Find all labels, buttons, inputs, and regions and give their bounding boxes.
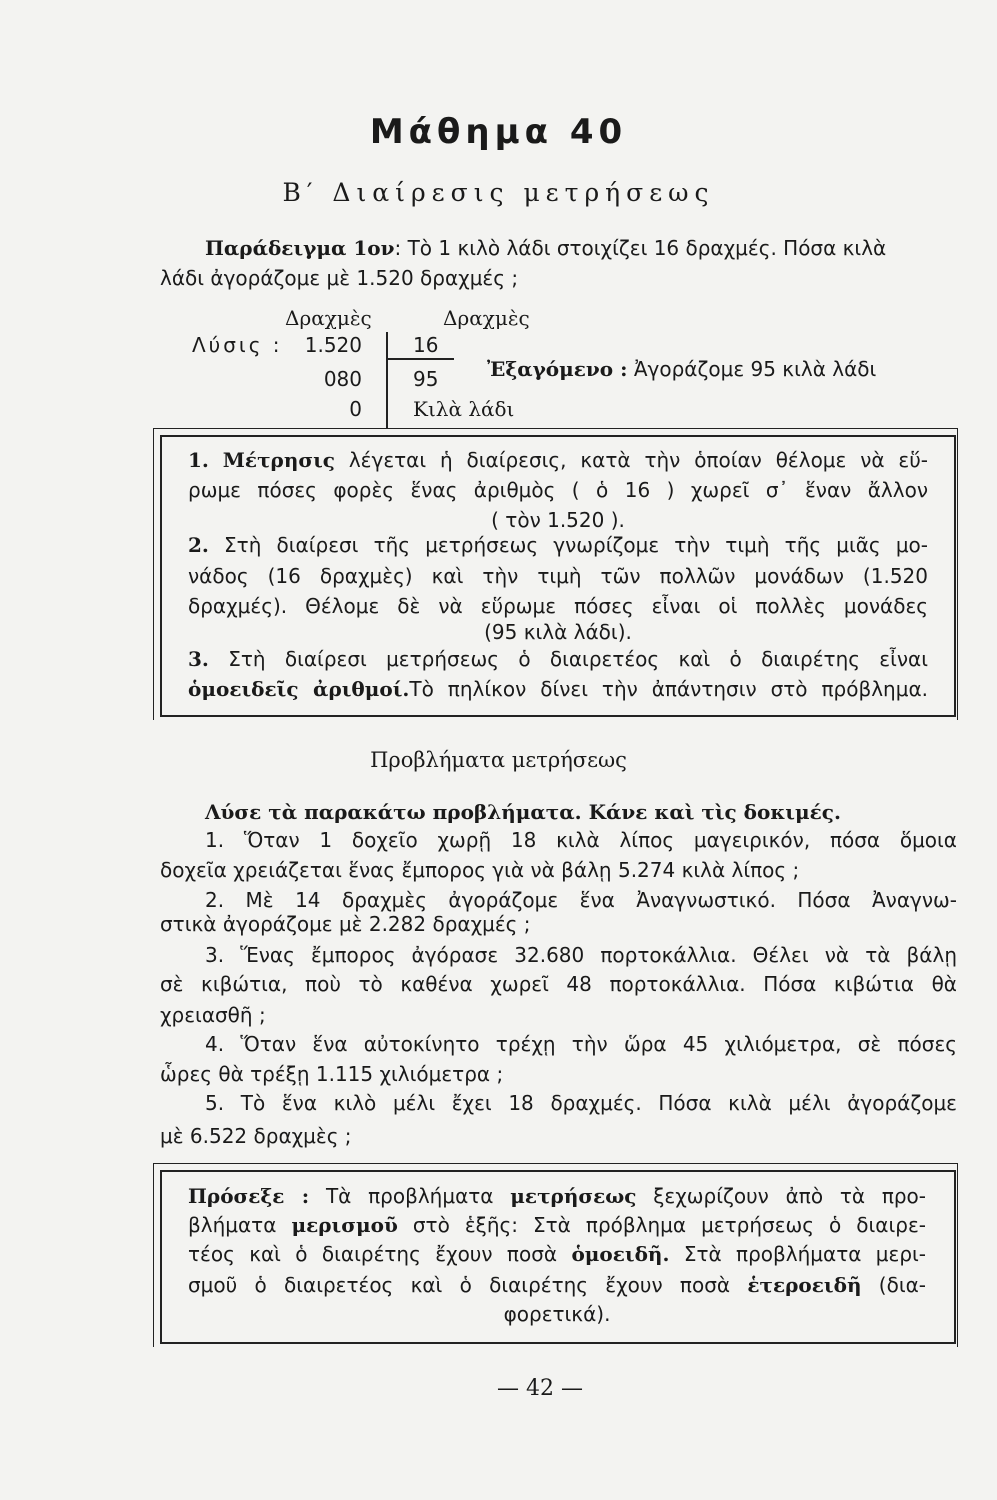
note-line-2 (188, 1213, 926, 1238)
note-line-1 (188, 1184, 926, 1209)
note-text-2: ξεχωρίζουν ἀπὸ τὰ προ- (653, 1184, 927, 1208)
rule-2-line-1 (188, 533, 928, 558)
note-text-1: Τὰ προβλήματα (325, 1184, 494, 1208)
note-text-4: στὸ ἑξῆς: Στὰ πρόβλημα μετρήσεως ὁ διαιρε- (412, 1213, 926, 1237)
rules-box-outer-left (153, 428, 154, 720)
example-line-1 (205, 236, 965, 261)
note-box-outer-top (153, 1163, 957, 1164)
problem-3-line-1: 3. Ἕνας ἔμπορος ἀγόρασε 32.680 πορτοκάλλια. Θέλει νὰ τὰ βάλῃ (205, 943, 957, 967)
rule-2-text-1: Στὴ διαίρεσι τῆς μετρήσεως γνωρίζομε τὴν τιμὴ τῆς μιᾶς μο- (224, 533, 928, 557)
rule-1-number: 1. (188, 448, 209, 472)
rule-1-term: Μέτρησις (222, 448, 335, 472)
note-label: Πρόσεξε : (188, 1184, 310, 1208)
problem-3-line-2: σὲ κιβώτια, ποὺ τὸ καθένα χωρεῖ 48 πορτοκάλλια. Πόσα κιβώτια θὰ (160, 972, 957, 996)
lesson-title: Μάθημα 40 (369, 112, 628, 152)
rule-3-line-2 (188, 677, 928, 702)
example-line-2: λάδι ἀγοράζομε μὲ 1.520 δραχμές ; (160, 266, 519, 290)
note-bold-2: μερισμοῦ (291, 1213, 398, 1237)
rule-3-number: 3. (188, 647, 209, 671)
problem-3-line-3: χρειασθῆ ; (160, 1003, 266, 1027)
rules-box-outer-top (153, 428, 957, 429)
note-line-3 (188, 1242, 926, 1267)
solution-head-right: Δραχμὲς (443, 306, 530, 330)
rule-1-text-1: λέγεται ἡ διαίρεσις, κατὰ τὴν ὁποίαν θέλομε νὰ εὕ- (348, 448, 929, 472)
problems-heading: Προβλήματα μετρήσεως (370, 748, 627, 772)
problem-5-line-2: μὲ 6.522 δραχμὲς ; (160, 1124, 352, 1148)
note-line-4 (188, 1273, 926, 1298)
solution-remainder-1: 080 (323, 367, 362, 391)
note-box-outer-right (957, 1163, 958, 1347)
page-number: — 42 — (497, 1376, 583, 1401)
result-label: Ἐξαγόμενο : (487, 357, 628, 381)
note-text-3: βλήματα (188, 1213, 277, 1237)
division-vertical-line (386, 332, 388, 428)
note-text-5: τέος καὶ ὁ διαιρέτης ἔχουν ποσὰ (188, 1242, 558, 1266)
problem-2-line-1: 2. Μὲ 14 δραχμὲς ἀγοράζομε ἕνα Ἀναγνωστικό. Πόσα Ἀναγνω- (205, 888, 957, 912)
rule-1-line-1 (188, 448, 928, 473)
rule-3-line-1 (188, 647, 928, 672)
problem-4-line-2: ὧρες θὰ τρέξῃ 1.115 χιλιόμετρα ; (160, 1062, 504, 1086)
problem-5-line-1: 5. Τὸ ἕνα κιλὸ μέλι ἔχει 18 δραχμές. Πόσα κιλὰ μέλι ἀγοράζομε (205, 1091, 957, 1115)
problems-instruction: Λύσε τὰ παρακάτω προβλήματα. Κάνε καὶ τὶς δοκιμές. (205, 800, 841, 824)
rule-2-line-4: (95 κιλὰ λάδι). (484, 620, 632, 644)
note-box-outer-left (153, 1163, 154, 1347)
division-horizontal-line (386, 358, 454, 360)
example-label: Παράδειγμα 1ον (205, 236, 395, 260)
solution-remainder-2: 0 (349, 397, 362, 421)
rule-3-text-1: Στὴ διαίρεσι μετρήσεως ὁ διαιρετέος καὶ ὁ διαιρέτης εἶναι (228, 647, 928, 671)
rule-1-line-3: ( τὸν 1.520 ). (491, 508, 625, 532)
solution-result (487, 357, 876, 382)
note-line-5: φορετικά). (503, 1302, 611, 1326)
rules-box-outer-right (957, 428, 958, 720)
note-text-8: (δια- (878, 1273, 926, 1297)
problem-2-line-2: στικὰ ἀγοράζομε μὲ 2.282 δραχμές ; (160, 912, 531, 936)
example-text-1: : Τὸ 1 κιλὸ λάδι στοιχίζει 16 δραχμές. Πόσα κιλὰ (394, 236, 887, 260)
rule-2-line-3: δραχμές). Θέλομε δὲ νὰ εὕρωμε πόσες εἶναι οἱ πολλὲς μονάδες (188, 594, 928, 618)
lesson-subtitle: Β′ Διαίρεσις μετρήσεως (282, 178, 715, 207)
note-bold-3: ὁμοειδῆ. (571, 1242, 670, 1266)
note-bold-1: μετρήσεως (510, 1184, 637, 1208)
problem-4-line-1: 4. Ὅταν ἕνα αὐτοκίνητο τρέχῃ τὴν ὥρα 45 χιλιόμετρα, σὲ πόσες (205, 1032, 957, 1056)
rule-3-text-2: Τὸ πηλίκον δίνει τὴν ἀπάντησιν στὸ πρόβλημα. (409, 677, 928, 701)
solution-head-left: Δραχμὲς (285, 306, 372, 330)
solution-dividend: 1.520 (304, 333, 362, 357)
solution-quotient: 95 (413, 367, 439, 391)
solution-label: Λύσις : (192, 333, 283, 357)
note-bold-4: ἑτεροειδῆ (747, 1273, 862, 1297)
rule-1-line-2: ρωμε πόσες φορὲς ἕνας ἀριθμὸς ( ὁ 16 ) χωρεῖ σ᾽ ἕναν ἄλλον (188, 478, 928, 502)
problem-1-line-2: δοχεῖα χρειάζεται ἕνας ἔμπορος γιὰ νὰ βάλῃ 5.274 κιλὰ λίπος ; (160, 858, 800, 882)
solution-unit: Κιλὰ λάδι (413, 397, 515, 421)
rule-3-term: ὁμοειδεῖς ἀριθμοί. (188, 677, 410, 701)
note-text-7: σμοῦ ὁ διαιρετέος καὶ ὁ διαιρέτης ἔχουν ποσὰ (188, 1273, 731, 1297)
result-text: Ἀγοράζομε 95 κιλὰ λάδι (633, 357, 877, 381)
rule-2-number: 2. (188, 533, 209, 557)
rule-2-line-2: νάδος (16 δραχμὲς) καὶ τὴν τιμὴ τῶν πολλῶν μονάδων (1.520 (188, 564, 928, 588)
note-text-6: Στὰ προβλήματα μερι- (683, 1242, 927, 1266)
solution-divisor: 16 (413, 333, 439, 357)
problem-1-line-1: 1. Ὅταν 1 δοχεῖο χωρῇ 18 κιλὰ λίπος μαγειρικόν, πόσα ὅμοια (205, 828, 957, 852)
